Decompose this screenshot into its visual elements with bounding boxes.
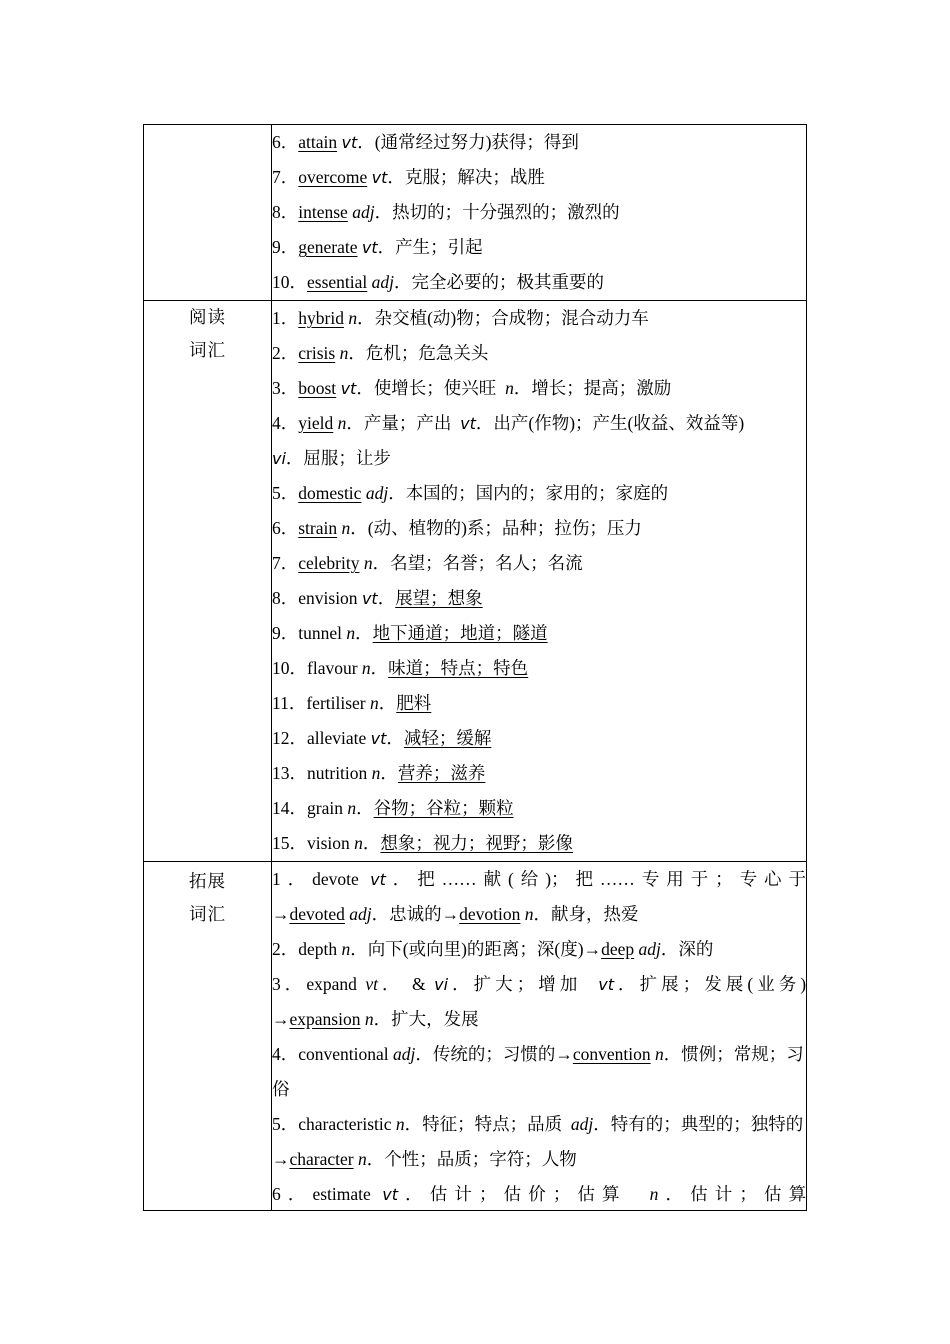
list-item: 1．hybrid n．杂交植(动)物；合成物；混合动力车 (272, 308, 649, 328)
list-item: 8．intense adj．热切的；十分强烈的；激烈的 (272, 202, 620, 222)
list-item: 2．crisis n．危机；危急关头 (272, 343, 489, 363)
category-cell-empty (144, 125, 272, 301)
list-item: 4．yield n．产量；产出 vt．出产(作物)；产生(收益、效益等) (272, 413, 745, 433)
list-item: 5．characteristic n．特征；特点；品质 adj．特有的；典型的；独特的→character n．个性；品质；字符；人物 (272, 1114, 804, 1169)
category-label: 阅读 (189, 307, 226, 327)
list-item: 3．boost vt．使增长；使兴旺 n．增长；提高；激励 (272, 378, 672, 398)
category-label: 词汇 (189, 340, 226, 360)
list-item: 10．essential adj．完全必要的；极其重要的 (272, 272, 605, 292)
list-item: 6．strain n．(动、植物的)系；品种；拉伤；压力 (272, 518, 642, 538)
list-item: 10．flavour n．味道；特点；特色 (272, 658, 529, 678)
list-item: 13．nutrition n．营养；滋养 (272, 763, 486, 783)
list-item: 6．estimate vt．估计；估价；估算 n．估计；估算 (272, 1184, 806, 1204)
list-item: 6．attain vt．(通常经过努力)获得；得到 (272, 132, 579, 152)
entries-cell (272, 862, 807, 1211)
category-cell-reading (144, 301, 272, 862)
list-item: 2．depth n．向下(或向里)的距离；深(度)→deep adj．深的 (272, 939, 714, 959)
list-item: 12．alleviate vt．减轻；缓解 (272, 728, 492, 748)
list-item: 1．devote vt．把……献(给)；把……专用于；专心于 (272, 869, 806, 889)
list-item-continuation: vi．屈服；让步 (272, 448, 391, 468)
list-item: 9．tunnel n．地下通道；地道；隧道 (272, 623, 548, 643)
category-label: 词汇 (189, 904, 226, 924)
list-item-continuation: →expansion n．扩大，发展 (272, 1009, 479, 1029)
table-row (144, 862, 807, 1211)
list-item: 8．envision vt．展望；想象 (272, 588, 483, 608)
list-item: 11．fertiliser n．肥料 (272, 693, 432, 713)
vocabulary-table (143, 124, 807, 1211)
category-label: 拓展 (189, 871, 226, 891)
list-item: 15．vision n．想象；视力；视野；影像 (272, 833, 573, 853)
entries-cell (272, 301, 807, 862)
list-item: 14．grain n．谷物；谷粒；颗粒 (272, 798, 514, 818)
list-item: 4．conventional adj．传统的；习惯的→convention n．惯例；常规；习俗 (272, 1044, 804, 1099)
list-item: 9．generate vt．产生；引起 (272, 237, 483, 257)
list-item-continuation: →devoted adj．忠诚的→devotion n．献身，热爱 (272, 904, 639, 924)
table-row (144, 125, 807, 301)
table-row (144, 301, 807, 862)
list-item: 3．expand vt． & vi．扩大；增加 vt．扩展；发展(业务) (272, 974, 807, 994)
category-cell-extension (144, 862, 272, 1211)
entries-cell (272, 125, 807, 301)
list-item: 5．domestic adj．本国的；国内的；家用的；家庭的 (272, 483, 669, 503)
list-item: 7．celebrity n．名望；名誉；名人；名流 (272, 553, 583, 573)
list-item: 7．overcome vt．克服；解决；战胜 (272, 167, 545, 187)
